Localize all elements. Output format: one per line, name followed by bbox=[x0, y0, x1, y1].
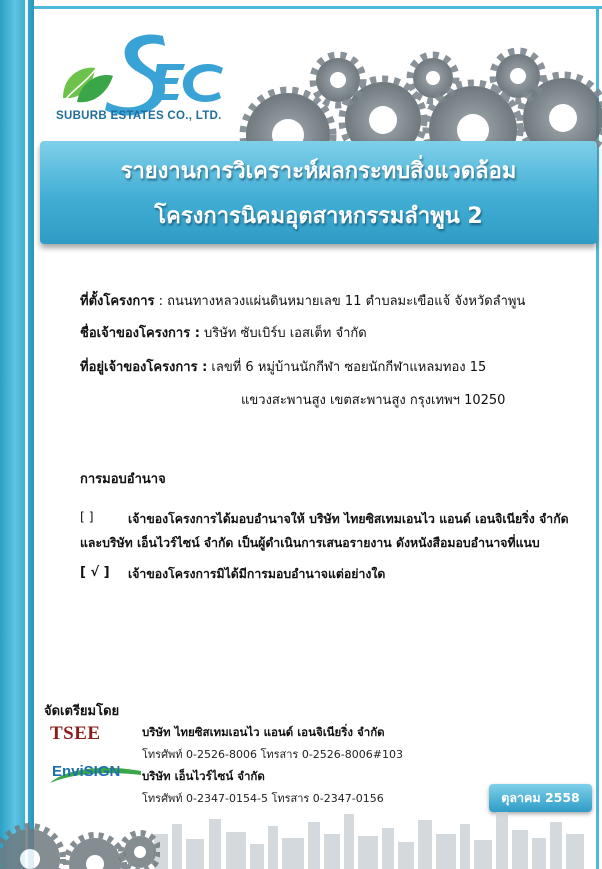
address-value: เลขที่ 6 หมู่บ้านนักกีฬา ซอยนักกีฬาแหลมทอง 15 bbox=[207, 360, 487, 375]
location-value: : ถนนทางหลวงแผ่นดินหมายเลข 11 ตำบลมะเขือแจ้ จังหวัดลำพูน bbox=[154, 294, 526, 309]
company1-contact: โทรศัพท์ 0-2526-8006 โทรสาร 0-2526-8006#103 bbox=[142, 748, 403, 761]
option2-checkbox[interactable]: [ √ ] bbox=[80, 565, 110, 580]
owner-label: ชื่อเจ้าของโครงการ : bbox=[80, 326, 200, 341]
owner-address-line2: แขวงสะพานสูง เขตสะพานสูง กรุงเทพฯ 10250 bbox=[241, 393, 506, 408]
option2-text: เจ้าของโครงการมิได้มีการมอบอำนาจแต่อย่างใด bbox=[128, 567, 386, 581]
bottom-gears-decoration bbox=[0, 794, 160, 869]
report-title-banner bbox=[40, 141, 597, 244]
option1-text-continued: และบริษัท เอ็นไวร์ไซน์ จำกัด เป็นผู้ดำเนินการเสนอรายงาน ดังหนังสือมอบอำนาจที่แนบ bbox=[80, 536, 540, 550]
left-decorative-bar bbox=[0, 0, 34, 869]
owner-value: บริษัท ซับเบิร์บ เอสเต็ท จำกัด bbox=[199, 326, 367, 341]
envisign-logo-text: EnviSIGN bbox=[52, 763, 121, 780]
project-owner bbox=[80, 322, 367, 343]
report-title: รายงานการวิเคราะห์ผลกระทบสิ่งแวดล้อม bbox=[120, 159, 517, 184]
authorization-heading: การมอบอำนาจ bbox=[80, 472, 166, 487]
top-border-line bbox=[34, 6, 602, 9]
option1-checkbox[interactable]: [ ] bbox=[80, 510, 94, 524]
location-label: ที่ตั้งโครงการ bbox=[80, 294, 155, 309]
company-name-logo-text: SUBURB ESTATES CO., LTD. bbox=[56, 110, 222, 122]
report-date-badge: ตุลาคม 2558 bbox=[489, 784, 592, 812]
company2-contact: โทรศัพท์ 0-2347-0154-5 โทรสาร 0-2347-0156 bbox=[142, 792, 384, 805]
envisign-logo bbox=[48, 757, 143, 785]
project-title: โครงการนิคมอุตสาหกรรมลำพูน 2 bbox=[154, 204, 483, 229]
company1-name: บริษัท ไทยซิสเทมเอนไว แอนด์ เอนจิเนียริ่ง จำกัด bbox=[142, 725, 385, 739]
prepared-by-label: จัดเตรียมโดย bbox=[44, 704, 120, 719]
project-location bbox=[80, 290, 525, 311]
address-label: ที่อยู่เจ้าของโครงการ : bbox=[80, 360, 208, 375]
company2-name: บริษัท เอ็นไวร์ไซน์ จำกัด bbox=[142, 769, 265, 783]
owner-address bbox=[80, 356, 486, 377]
tsee-logo: TSEE bbox=[50, 723, 101, 744]
option1-text: เจ้าของโครงการได้มอบอำนาจให้ บริษัท ไทยซิสเทมเอนไว แอนด์ เอนจิเนียริ่ง จำกัด bbox=[128, 512, 569, 526]
